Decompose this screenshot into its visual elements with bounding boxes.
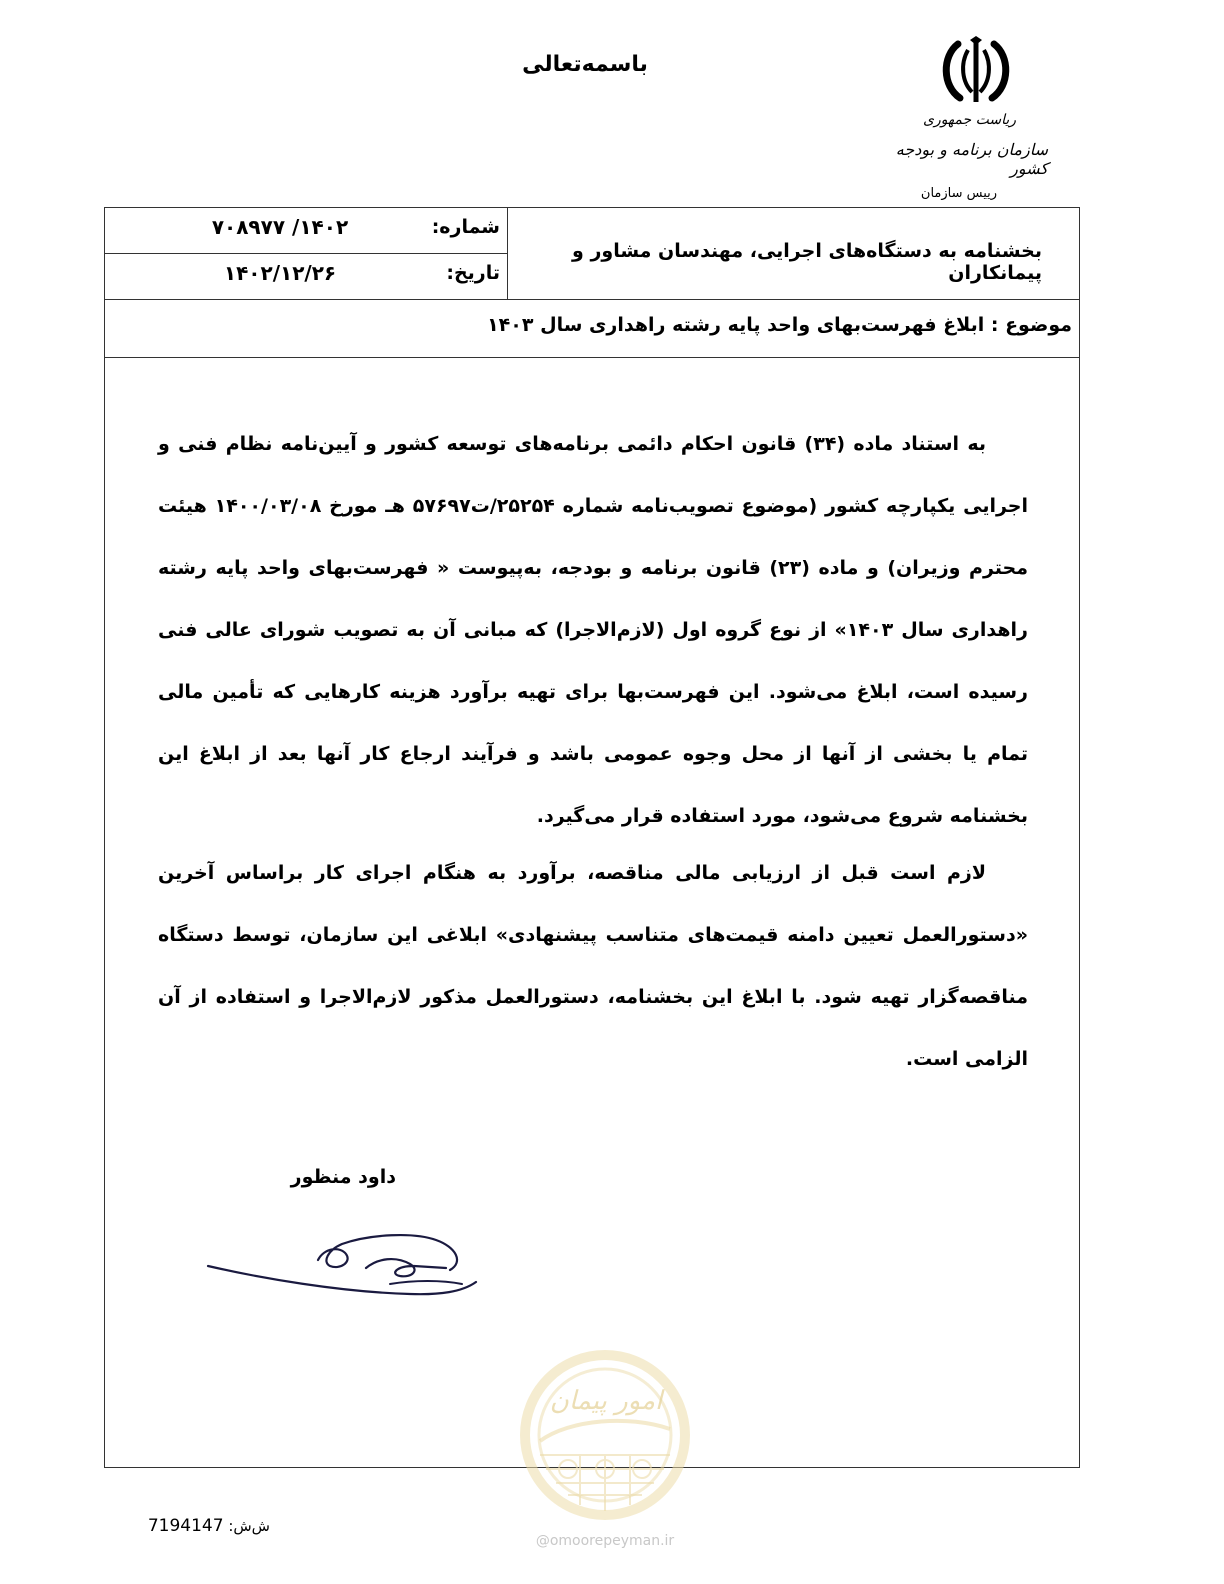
date-value: ۱۴۰۲/۱۲/۲۶ — [223, 261, 337, 285]
omoorepeyman-watermark-logo — [510, 1345, 700, 1525]
iran-emblem-icon — [936, 36, 1016, 108]
body-paragraph-2-text: لازم است قبل از ارزیابی مالی مناقصه، برآورد به هنگام اجرای کار براساس آخرین «دستورالعمل تعیین دامنه قیمت‌های متناسب پیشنهادی» ابلاغی این سازمان، توسط دستگاه مناقصه‌گزار تهیه شود. با ابلاغ این بخشنامه، دستورالعمل مذکور لازم‌الاجرا و استفاده از آن الزامی است. — [158, 862, 1028, 1070]
watermark-url: @omoorepeyman.ir — [535, 1533, 675, 1549]
number-label: شماره: — [431, 216, 500, 238]
watermark-logo-text: امور پیمان — [549, 1386, 663, 1416]
footer-number: 7194147 — [147, 1516, 224, 1536]
body-paragraph-1 — [158, 413, 1028, 847]
handwritten-signature — [200, 1222, 500, 1302]
signer-name: داود منظور — [290, 1166, 396, 1188]
body-paragraph-2 — [158, 842, 1028, 1090]
divider-meta-addressee — [507, 207, 508, 299]
org-role: رییس سازمان — [920, 186, 998, 201]
divider-meta-rows — [104, 253, 508, 254]
bismillah-heading: باسمه‌تعالی — [522, 52, 648, 77]
footer-label: ش‌ش: — [228, 1517, 270, 1535]
addressee: بخشنامه به دستگاه‌های اجرایی، مهندسان مشاور و پیمانکاران — [572, 240, 1042, 284]
org-line-presidency: ریاست جمهوری — [922, 112, 1016, 128]
subject-line: موضوع : ابلاغ فهرست‌بهای واحد پایه رشته راهداری سال ۱۴۰۳ — [487, 314, 1072, 336]
org-line-organization: سازمان برنامه و بودجه کشور — [895, 140, 1048, 178]
divider-header-subject — [104, 299, 1080, 300]
body-paragraph-1-text: به استناد ماده (۳۴) قانون احکام دائمی برنامه‌های توسعه کشور و آیین‌نامه نظام فنی و اجرایی یکپارچه کشور (موضوع تصویب‌نامه شماره ۲۵۲۵۴/ت۵۷۶۹۷ هـ مورخ ۱۴۰۰/۰۳/۰۸ هیئت محترم وزیران) و ماده (۲۳) قانون برنامه و بودجه، به‌پیوست « فهرست‌بهای واحد پایه رشته راهداری سال ۱۴۰۳» از نوع گروه اول (لازم‌الاجرا) که مبانی آن به تصویب شورای عالی فنی رسیده است، ابلاغ می‌شود. این فهرست‌بها برای تهیه برآورد هزینه کارهایی که تأمین مالی تمام یا بخشی از آنها از محل وجوه عمومی باشد و فرآیند ارجاع کار آنها بعد از ابلاغ این بخشنامه شروع می‌شود، مورد استفاده قرار می‌گیرد. — [158, 433, 1029, 827]
number-value: ۱۴۰۲/ ۷۰۸۹۷۷ — [211, 215, 349, 239]
date-label: تاریخ: — [446, 262, 500, 284]
footer-reference — [140, 1516, 270, 1536]
divider-subject-body — [104, 357, 1080, 358]
